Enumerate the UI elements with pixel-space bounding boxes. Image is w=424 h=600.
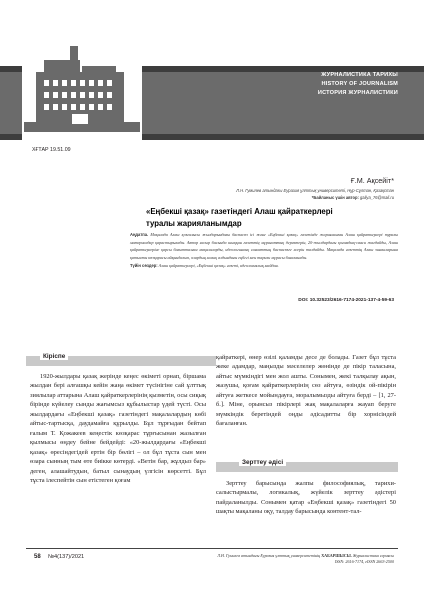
abstract-label: Аңдатпа. [130, 232, 149, 237]
keywords-label: Түйін сөздер: [130, 262, 158, 268]
body-right-column-bottom [216, 479, 396, 517]
contact-line [236, 194, 394, 201]
contact-email[interactable]: galiya_76@mail.ru [360, 195, 394, 201]
page-number: 58 [34, 554, 41, 560]
body-paragraph: қайраткері, өнер өзілі қаламды десе де болады. Газет бұл тұста жеке адамдар, маңызды мәселелер жөнінде де пікір таласына, айтыс мүмкіндігі мен жол ашты. Сонымен, жекі талқылау ақын, жазушы, қоғам қайраткерлерінің сөз айтуға, өзіндік ой-пікірін айтуға жеткесе мойындауға, моралымызды айтуға берді – [1, 27-б.]. Міне, орынсыз пікірлері жақ мақалаларға жауап беруге мүмкіндік беретіндей оңды әдісадитты бір хорнісіндей бағаланған. [216, 354, 396, 428]
footer-rule [26, 548, 398, 549]
journal-name: ХАБАРШЫСЫ. [321, 553, 352, 558]
section-title-ru: ИСТОРИЯ ЖУРНАЛИСТИКИ [317, 90, 398, 96]
abstract-text: Мақалада Алаш қозғалысы жылдарындағы баспасөз ісі және «Еңбекші қазақ» газетінде жарияланған Алаш қайраткерлері туралы материалдар қарастырылады. Автор ғасыр басында шыққан газеттің мұрағаттық деректерін, 20-жылдардағы қоғамдық-саяси жағдайды, Алаш қайраткерлеріне қарсы бағытталған мақалаларды, идеологиялық саясаттың баспасөзге әсерін талдайды. Мақалада газеттің Алаш зиялыларына қатысты көзқарасы айқындалып, олардың халық алдындағы еңбегі мен тарихи мұрасы бағаланады. [130, 232, 398, 261]
issn: ISSN: 2616-7174, eISSN 2663-2500 [334, 559, 394, 565]
abstract [130, 231, 398, 270]
article-title: «Еңбекші қазақ» газетіндегі Алаш қайраткерлері туралы жарияланымдар [146, 207, 333, 228]
section-title-kz: ЖУРНАЛИСТИКА ТАРИХЫ [321, 72, 398, 78]
irsti-code: ХҒТАР 19.51.09 [32, 147, 71, 153]
body-left-column [30, 372, 206, 485]
contact-label: *Байланыс үшін автор: [311, 195, 359, 201]
keywords-text: Алаш қайраткерлері, «Еңбекші қазақ» газеті, идеологиялық майдан. [158, 262, 279, 268]
issue-number: №4(137)/2021 [48, 554, 85, 560]
journal-series: Журналистика сериясы [352, 553, 394, 558]
section-heading [318, 71, 398, 98]
affiliation-text: Л.Н. Гумилев атындағы Еуразия ұлттық университеті, Нұр-Сұлтан, Қазақстан [236, 188, 394, 193]
intro-heading: Кіріспе [40, 353, 68, 360]
body-right-column-top [216, 353, 396, 429]
journal-prefix: Л.Н. Гумилев атындағы Еуразия ұлттық университетінің [217, 553, 321, 558]
method-heading: Зерттеу әдісі [239, 459, 286, 466]
body-paragraph: Зерттеу барысында жалпы философиялық, тарихи-салыстырмалы, логикалық, жүйелік зерттеу әдістері пайдаланылды. Сонымен қатар «Еңбекші қазақ» газетіндегі 50 шақты мақаланы оқу, талдау барысында контент-тал- [216, 480, 396, 516]
author-name: Ғ.М. Ақсейіт* [350, 176, 394, 185]
doi[interactable]: DOI: 10.32523/2616-7174-2021-137-4-59-63 [298, 298, 394, 303]
body-paragraph: 1920-жылдары қазақ жерінде кеңес өкіметі орнап, біршама жылдан бері алғашқы кейін жаңа өкімет түсінігіне сай ұлттық зиялылар аттарына Алаш қайраткерлерінің қызметін, осы сиқық бірінде күйелеу сынды жағымсыз құбылыстар үдей түсті. Осы жылдардағы «Еңбекші қазақ» газетіндегі мақалалардың көбі айтыс-тартысқа, даудамайға құрылды. Бұл тұрғыдан бейтап ғалым Т. Қожакеев кеңестік көзқарас тұрғысынан жазылған қылмысы өңдеу бейне бейдейді: «20-жылдардағы «Еңбекші қазақ» өресіндегідей ертін бір бөлігі – ол бұл тұста сын мен өзара сынның тым өте биікке көтерді. «Ветін бар, жұлдыз бар» деген, алашайтудын, батыл сынаудың үлгісін көрсетті. Бұл тұста ілеспейтін сын етістеген қоғам [30, 373, 206, 484]
author-affiliation [236, 187, 394, 201]
university-building-logo [22, 36, 142, 146]
journal-info [217, 553, 394, 565]
section-title-en: HISTORY OF JOURNALISM [321, 81, 398, 87]
